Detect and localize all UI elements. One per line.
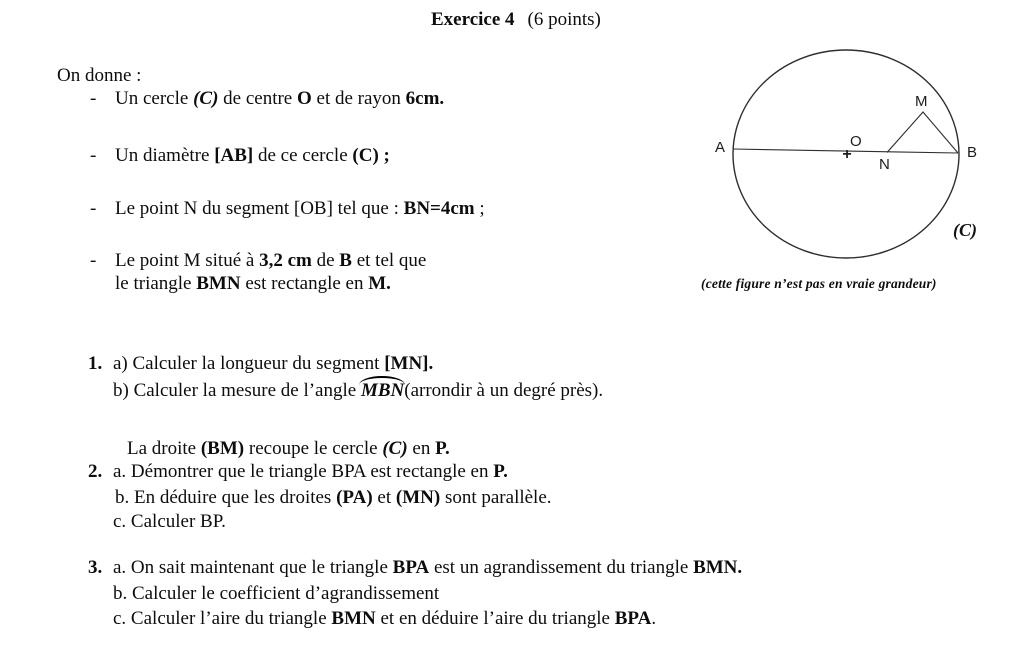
exercise-title: Exercice 4 — [431, 9, 515, 30]
page-title — [431, 9, 601, 31]
figure-caption: (cette figure n’est pas en vraie grandeur) — [701, 276, 937, 291]
triangle-NMB — [887, 112, 958, 153]
question-1-number: 1. — [88, 353, 103, 374]
question-2-number: 2. — [88, 461, 103, 482]
given-item-point-m — [90, 249, 426, 295]
point-label-O: O — [850, 133, 862, 150]
given-item-circle — [90, 87, 444, 110]
question-2b-text: b. En déduire que les droites (PA) et (MN) sont parallèle. — [115, 487, 552, 508]
question-3-line-a — [88, 556, 742, 579]
bullet-dash: - — [90, 88, 97, 109]
question-1a-text: a) Calculer la longueur du segment [MN]. — [113, 353, 434, 374]
geometry-figure — [700, 40, 1000, 276]
point-label-M: M — [915, 93, 928, 110]
question-2c-text: c. Calculer BP. — [113, 511, 226, 532]
center-mark: + — [842, 146, 852, 163]
question-3-number: 3. — [88, 557, 103, 578]
question-2-line-a — [88, 460, 508, 483]
intro-text: On donne : — [57, 65, 142, 86]
question-3-line-b — [113, 582, 439, 605]
given-item-text: Le point N du segment [OB] tel que : BN=4cm ; — [115, 198, 485, 219]
circle-name-label: (C) — [953, 220, 977, 240]
bullet-dash: - — [90, 145, 97, 166]
question-1b-text: b) Calculer la mesure de l’angle MBN(arrondir à un degré près). — [113, 380, 604, 401]
given-item-point-n — [90, 197, 485, 220]
interlude-text: La droite (BM) recoupe le cercle (C) en P. — [127, 438, 450, 459]
point-label-A: A — [715, 139, 726, 156]
question-1-line-b — [113, 379, 603, 402]
interlude-line — [127, 437, 450, 460]
given-item-text: Le point M situé à 3,2 cm de B et tel que le triangle BMN est rectangle en M. — [115, 250, 427, 294]
point-label-N: N — [879, 156, 890, 173]
question-3c-text: c. Calculer l’aire du triangle BMN et en déduire l’aire du triangle BPA. — [113, 608, 657, 629]
exercise-points: (6 points) — [527, 9, 601, 30]
question-2a-text: a. Démontrer que le triangle BPA est rectangle en P. — [113, 461, 508, 482]
question-3b-text: b. Calculer le coefficient d’agrandissement — [113, 583, 440, 604]
point-label-B: B — [967, 144, 978, 161]
question-2-line-b — [115, 486, 552, 509]
question-2-line-c — [113, 510, 226, 533]
bullet-dash: - — [90, 250, 97, 271]
bullet-dash: - — [90, 198, 97, 219]
given-item-text: Un cercle (C) de centre O et de rayon 6cm. — [115, 88, 445, 109]
question-3-line-c — [113, 607, 656, 630]
question-1-line-a — [88, 352, 433, 375]
given-item-diameter — [90, 144, 390, 167]
question-3a-text: a. On sait maintenant que le triangle BPA est un agrandissement du triangle BMN. — [113, 557, 743, 578]
given-item-text: Un diamètre [AB] de ce cercle (C) ; — [115, 145, 390, 166]
